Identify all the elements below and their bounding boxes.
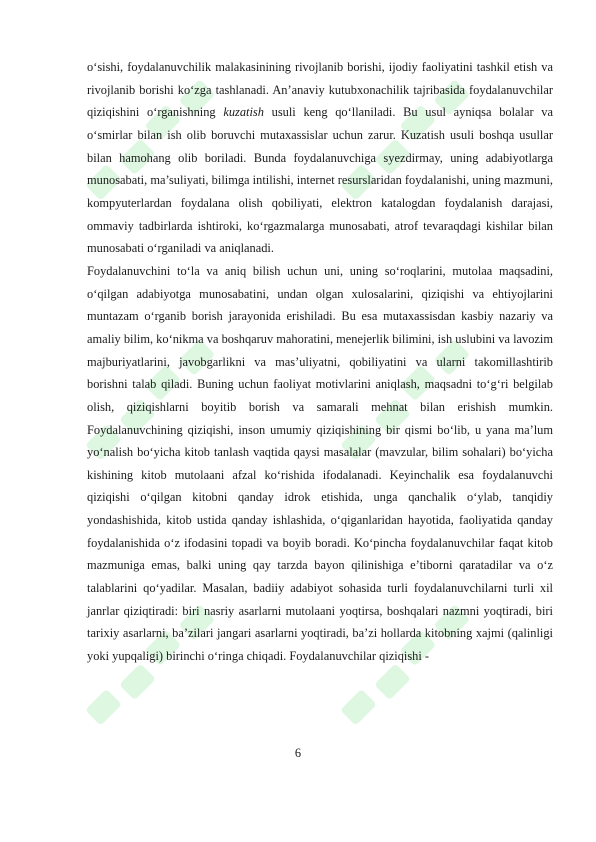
paragraph-1 [87,56,553,260]
paragraph-1-after: usuli keng qo‘llaniladi. Bu usul ayniqsa bolalar va o‘smirlar bilan ish olib boruvchi mutaxassislar uchun zarur. Kuzatish usuli boshqa usullar bilan hamohang olib boriladi. Bunda foydalanuvchiga syezdirmay, uning adabiyotlarga munosabati, ma’suliyati, bilimga intilishi, internet resurslaridan foydalanishi, uning mazmuni, kompyuterlardan foydalana olish qobiliyati, elektron katalogdan foydalanish darajasi, ommaviy tadbirlarda ishtiroki, ko‘rgazmalarga munosabati, atrof tevaraqdagi kishilar bilan munosabati o‘rganiladi va aniqlanadi. [87,105,553,256]
emphasis-kuzatish: kuzatish [223,105,264,120]
body-text [87,56,553,668]
page-number: 6 [294,746,302,760]
paragraph-2: Foydalanuvchini to‘la va aniq bilish uchun uni, uning so‘roqlarini, mutolaa maqsadini, o‘qilgan adabiyotga munosabatini, undan olgan xulosalarini, qiziqishi va ehtiyojlarini muntazam o‘rganib borish jarayonida erishiladi. Bu esa mutaxassisdan kasbiy nazariy va amaliy bilim, ko‘nikma va boshqaruv mahoratini, menejerlik bilimini, ish uslubini va lavozim majburiyatlarini, javobgarlikni va mas’uliyatni, qobiliyatini va ularni takomillashtirib borishni talab qiladi. Buning uchun faoliyat motivlarini aniqlash, maqsadni to‘g‘ri belgilab olish, qiziqishlarni boyitib borish va samarali mehnat bilan erishish mumkin. Foydalanuvchining qiziqishi, inson umumiy qiziqishining bir qismi bo‘lib, u yana ma’lum yo‘nalish bo‘yicha kitob tanlash vaqtida qaysi masalalar (mavzular, bilim sohalari) bo‘yicha kishining kitob mutolaani afzal ko‘rishida ifodalanadi. Keyinchalik esa foydalanuvchi qiziqishi o‘qilgan kitobni qanday idrok etishida, unga qanchalik o‘ylab, tanqidiy yondashishida, kitob ustida qanday ishlashida, o‘qiganlaridan hayotida, faoliyatida qanday foydalanishida o‘z ifodasini topadi va boyib boradi. Ko‘pincha foydalanuvchilar faqat kitob mazmuniga emas, balki uning qay tarzda bayon qilinishiga e’tiborni qaratadilar va o‘z talablarini qo‘yadilar. Masalan, badiiy adabiyot sohasida turli foydalanuvchilarni turli xil janrlar qiziqtiradi: biri nasriy asarlarni mutolaani yoqtirsa, boshqalari nazmni yoqtiradi, biri tarixiy asarlarni, ba’zilari jangari asarlarni yoqtiradi, ba’zi hollarda kitobning xajmi (qalinligi yoki yupqaligi) birinchi o‘ringa chiqadi. Foydalanuvchilar qiziqishi - [87,263,553,664]
paragraph-1-before: o‘sishi, foydalanuvchilik malakasinining rivojlanib borishi, ijodiy faoliyatini tashkil etish va rivojlanib borishi ko‘zga tashlanadi. An’anaviy kutubxonachilik tajribasida foydalanuvchilar qiziqishini o‘rganishning [87,60,553,120]
